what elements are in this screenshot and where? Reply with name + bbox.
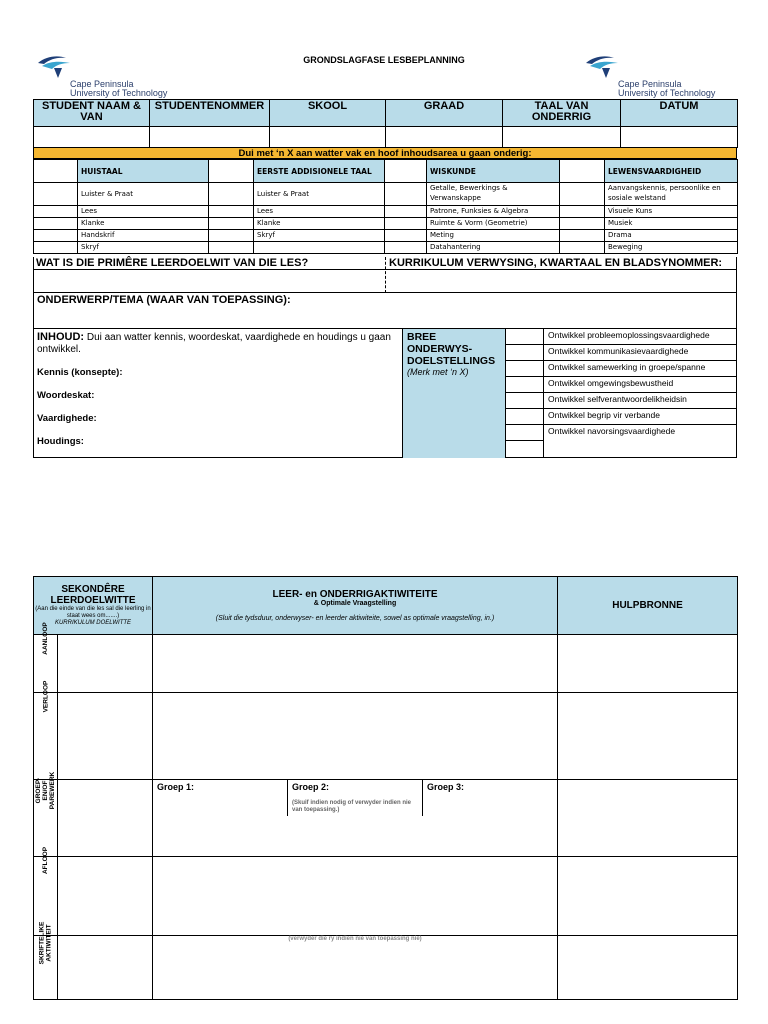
header-grade: GRAAD: [386, 100, 503, 127]
checkbox-cell[interactable]: [560, 242, 605, 254]
goal-cell[interactable]: [58, 936, 153, 1000]
content-section: [33, 329, 737, 458]
resource-cell[interactable]: [558, 936, 738, 1000]
subject-selection-table: [33, 159, 738, 254]
checkbox-cell[interactable]: [385, 218, 427, 230]
subject-instruction: Dui met ‘n X aan watter vak en hoof inhoudsarea u gaan onderig:: [33, 147, 737, 159]
content-label: INHOUD:: [37, 331, 85, 343]
primary-goal-heading: WAT IS DIE PRIMÊRE LEERDOELWIT VAN DIE LES?: [36, 257, 309, 269]
broad-goals-subtitle: (Merk met ‘n X): [407, 367, 469, 377]
knowledge-label: Kennis (konsepte):: [37, 367, 123, 378]
group-3-label: Groep 3:: [427, 782, 465, 792]
group-note: (Skuif indien nodig of verwyder indien nie van toepassing.): [292, 800, 412, 813]
goal-checkbox[interactable]: [506, 345, 543, 361]
subject-wiskunde: WISKUNDE: [427, 160, 560, 183]
checkbox-cell[interactable]: [385, 183, 427, 206]
topic-section[interactable]: [33, 293, 737, 329]
header-student-number: STUDENTENOMMER: [150, 100, 270, 127]
content-area: Klanke: [254, 218, 385, 230]
goal-cell[interactable]: [58, 693, 153, 780]
goal-checkbox[interactable]: [506, 409, 543, 425]
logo-text-line2: University of Technology: [618, 88, 716, 98]
content-area: Handskrif: [78, 230, 209, 242]
group-2-label: Groep 2:: [292, 782, 330, 792]
group-1-label: Groep 1:: [157, 782, 195, 792]
group-2-cell[interactable]: [288, 780, 423, 816]
checkbox-cell[interactable]: [209, 218, 254, 230]
goal-item: Ontwikkel kommunikasievaardighede: [544, 345, 737, 361]
header-school: SKOOL: [270, 100, 386, 127]
curriculum-reference-heading: KURRIKULUM VERWYSING, KWARTAAL EN BLADSYNOMMER:: [389, 257, 723, 269]
curriculum-goals-label: KURRIKULUM DOELWITTE: [54, 620, 132, 626]
vocabulary-label: Woordeskat:: [37, 390, 95, 401]
broad-goals-list: [544, 329, 737, 441]
checkbox-wiskunde[interactable]: [385, 160, 427, 183]
written-activity-note: (verwyder die ry indien nie van toepassing nie): [288, 936, 422, 942]
checkbox-cell[interactable]: [560, 218, 605, 230]
checkbox-huistaal[interactable]: [34, 160, 78, 183]
activities-title: LEER- en ONDERRIGAKTIWITEITE: [272, 589, 438, 600]
content-area: Luister & Praat: [254, 183, 385, 206]
goal-cell[interactable]: [58, 635, 153, 693]
date-field[interactable]: [621, 127, 738, 148]
checkbox-cell[interactable]: [34, 183, 78, 206]
goal-item: Ontwikkel selfverantwoordelikheidsin: [544, 393, 737, 409]
broad-goals-title: BREE ONDERWYS-DOELSTELLINGS: [407, 331, 496, 367]
content-area: Datahantering: [427, 242, 560, 254]
resource-cell[interactable]: [558, 693, 738, 780]
student-details-table: [33, 99, 738, 148]
checkbox-cell[interactable]: [34, 218, 78, 230]
checkbox-cell[interactable]: [209, 206, 254, 218]
topic-heading: ONDERWERP/TEMA (WAAR VAN TOEPASSING):: [37, 294, 291, 306]
logo-text-line1: Cape Peninsula: [70, 79, 134, 89]
resources-title: HULPBRONNE: [612, 600, 683, 611]
content-area: Lees: [254, 206, 385, 218]
row-label-groepwerk: [34, 771, 58, 857]
activities-subtitle: & Optimale Vraagstelling: [313, 600, 397, 607]
activities-header: [153, 577, 558, 635]
logo-text-line1: Cape Peninsula: [618, 79, 682, 89]
goal-checkbox[interactable]: [506, 425, 543, 441]
subject-lewensvaardigheid: LEWENSVAARDIGHEID: [605, 160, 738, 183]
aanloop-label: AANLOOP: [42, 622, 49, 655]
school-field[interactable]: [270, 127, 386, 148]
resource-cell[interactable]: [558, 857, 738, 936]
skills-label: Vaardighede:: [37, 413, 97, 424]
goal-checkbox[interactable]: [506, 377, 543, 393]
student-number-field[interactable]: [150, 127, 270, 148]
group-1-cell[interactable]: [153, 780, 288, 816]
checkbox-cell[interactable]: [560, 230, 605, 242]
content-area: Drama: [605, 230, 738, 242]
goal-checkbox[interactable]: [506, 329, 543, 345]
subject-huistaal: HUISTAAL: [78, 160, 209, 183]
checkbox-cell[interactable]: [34, 230, 78, 242]
subject-eerste-addisionele-taal: EERSTE ADDISIONELE TAAL: [254, 160, 385, 183]
secondary-goals-header: [34, 577, 153, 635]
checkbox-cell[interactable]: [209, 242, 254, 254]
lesson-plan-table: [33, 576, 738, 1000]
secondary-goals-subtitle: (Aan die einde van die les sal die leerling in staat wees om.......): [35, 606, 151, 619]
content-text: Dui aan watter kennis, woordeskat, vaardighede en houdings u gaan ontwikkel.: [37, 332, 391, 355]
activity-cell[interactable]: [153, 635, 558, 693]
resource-cell[interactable]: [558, 635, 738, 693]
divider: [385, 257, 386, 293]
content-area: Luister & Praat: [78, 183, 209, 206]
group-3-cell[interactable]: [423, 780, 557, 816]
checkbox-cell[interactable]: [34, 242, 78, 254]
content-area: Lees: [78, 206, 209, 218]
broad-goals-checkboxes: [506, 329, 544, 458]
content-area: Visuele Kuns: [605, 206, 738, 218]
language-field[interactable]: [503, 127, 621, 148]
attitudes-label: Houdings:: [37, 436, 84, 447]
goal-item: Ontwikkel samewerking in groepe/spanne: [544, 361, 737, 377]
group-activity-cell: [153, 780, 558, 857]
afloop-label: AFLOOP: [42, 846, 49, 875]
checkbox-cell[interactable]: [209, 183, 254, 206]
row-label-verloop: [34, 680, 58, 780]
content-area: Ruimte & Vorm (Geometrie): [427, 218, 560, 230]
content-instruction: [37, 331, 395, 356]
header-date: DATUM: [621, 100, 738, 127]
content-area: Getalle, Bewerkings & Verwanskappe: [427, 183, 560, 206]
content-area: Meting: [427, 230, 560, 242]
goal-checkbox[interactable]: [506, 361, 543, 377]
content-area: Skryf: [254, 230, 385, 242]
checkbox-eat[interactable]: [209, 160, 254, 183]
document-title: GRONDSLAGFASE LESBEPLANNING: [303, 55, 465, 65]
content-area: Skryf: [78, 242, 209, 254]
checkbox-cell[interactable]: [34, 206, 78, 218]
checkbox-lewensvaardigheid[interactable]: [560, 160, 605, 183]
content-area: Musiek: [605, 218, 738, 230]
activity-cell[interactable]: [153, 857, 558, 936]
groepwerk-label: GROEP- EN/OF PAREWERK: [35, 771, 56, 810]
checkbox-cell[interactable]: [209, 230, 254, 242]
checkbox-cell[interactable]: [560, 206, 605, 218]
resource-cell[interactable]: [558, 780, 738, 857]
header-student-name: STUDENT NAAM & VAN: [34, 100, 150, 127]
goal-checkbox[interactable]: [506, 393, 543, 409]
content-area: Aanvangskennis, persoonlike en sosiale welstand: [605, 183, 738, 206]
broad-goals-panel: [402, 329, 506, 458]
content-area: Beweging: [605, 242, 738, 254]
header-language: TAAL VAN ONDERRIG: [503, 100, 621, 127]
resources-header: [558, 577, 738, 635]
content-area: Klanke: [78, 218, 209, 230]
grade-field[interactable]: [386, 127, 503, 148]
goal-cell[interactable]: [58, 780, 153, 857]
goal-item: Ontwikkel navorsingsvaardighede: [548, 426, 676, 436]
secondary-goals-title: SEKONDÊRE LEERDOELWITTE: [50, 584, 136, 606]
activity-cell[interactable]: [153, 693, 558, 780]
goal-curriculum-section: [33, 257, 737, 293]
activity-cell[interactable]: [153, 936, 558, 1000]
goal-item: Ontwikkel probleemoplossingsvaardighede: [544, 329, 737, 345]
goal-item: Ontwikkel begrip vir verbande: [544, 409, 737, 425]
logo-text-line2: University of Technology: [70, 88, 168, 98]
goal-item: Ontwikkel omgewingsbewustheid: [544, 377, 737, 393]
content-area: Patrone, Funksies & Algebra: [427, 206, 560, 218]
checkbox-cell[interactable]: [385, 206, 427, 218]
goal-cell[interactable]: [58, 857, 153, 936]
skriftelike-label: SKRIFTELIKE AKTIWITEIT: [38, 921, 53, 965]
checkbox-cell[interactable]: [385, 242, 427, 254]
verloop-label: VERLOOP: [42, 680, 50, 713]
checkbox-cell[interactable]: [385, 230, 427, 242]
student-name-field[interactable]: [34, 127, 150, 148]
content-area: [254, 242, 385, 254]
checkbox-cell[interactable]: [560, 183, 605, 206]
row-label-skriftelike: [34, 921, 58, 1000]
activities-instruction: (Sluit die tydsduur, onderwyser- en leerder aktiwiteite, sowel as optimale vraagstelling, in.): [215, 615, 495, 622]
